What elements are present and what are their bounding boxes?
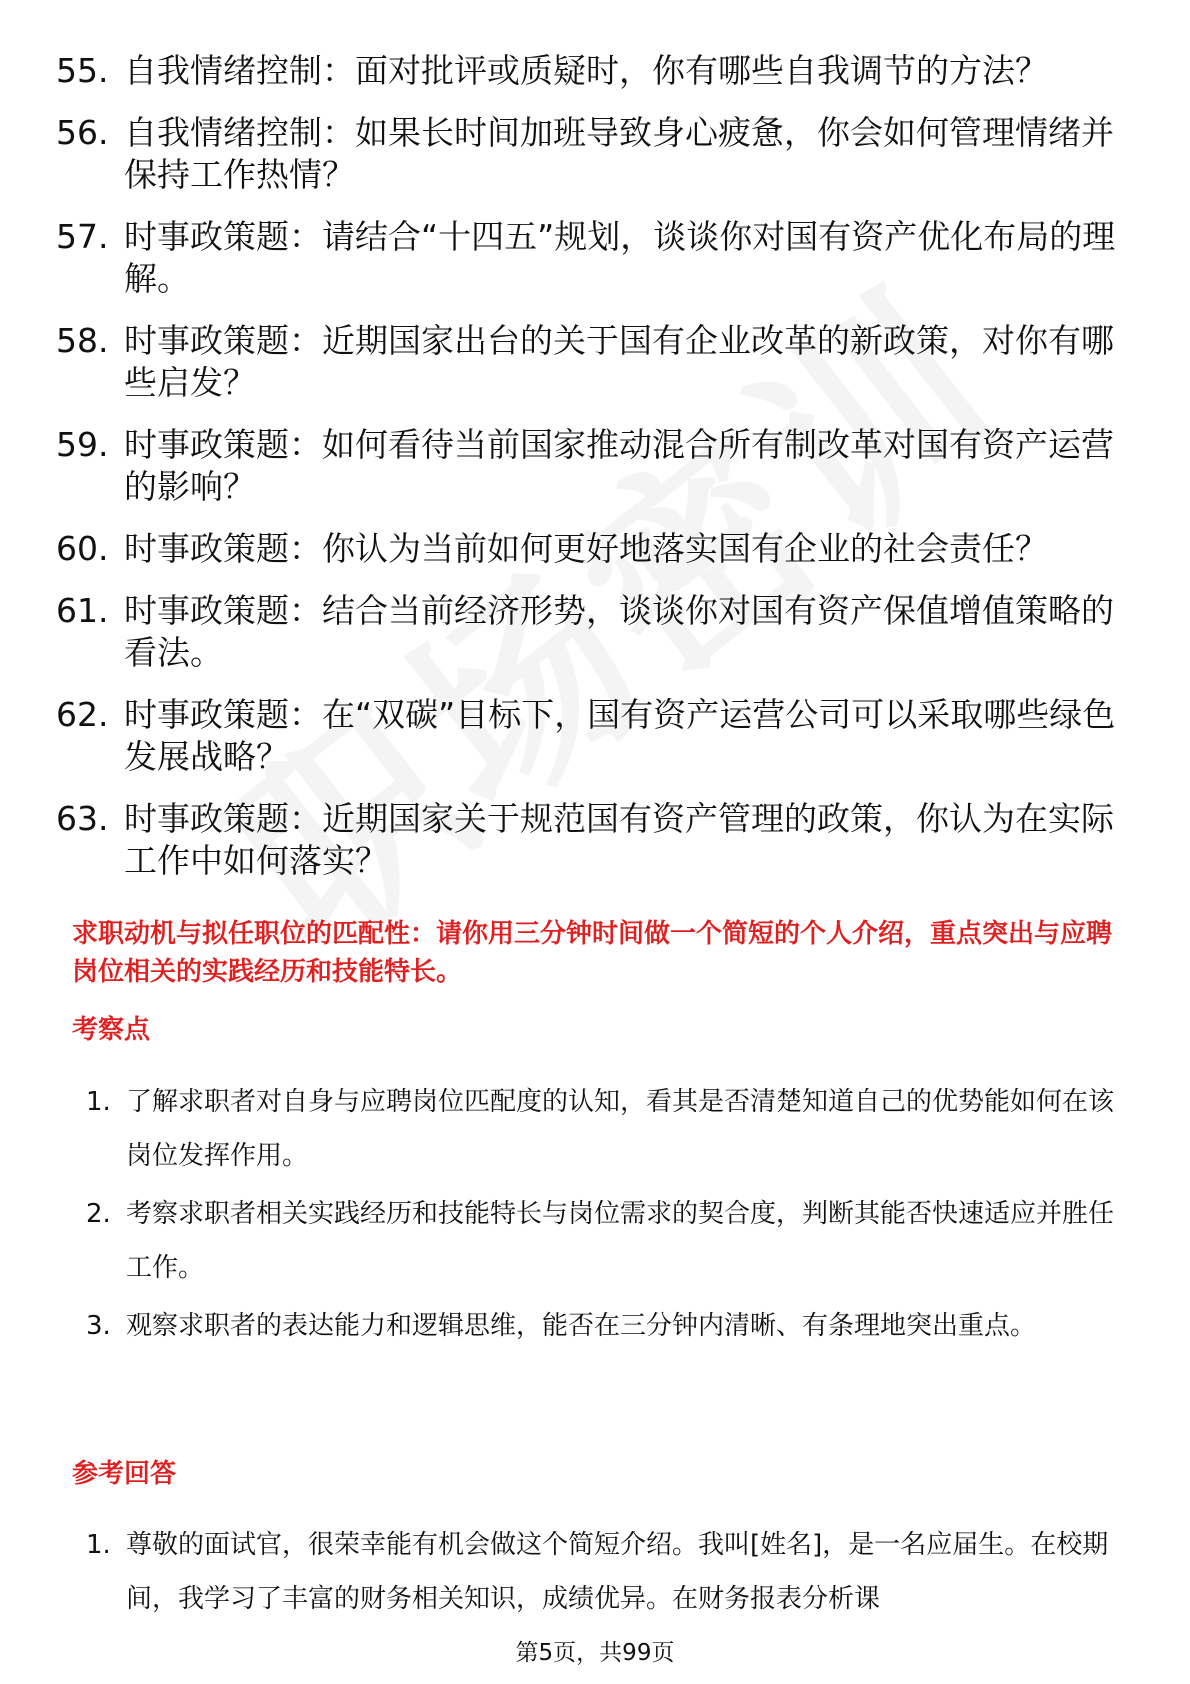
answer-point-number: 1. xyxy=(86,1530,111,1560)
question-text: 时事政策题：近期国家出台的关于国有企业改革的新政策，对你有哪些启发？ xyxy=(124,321,1114,402)
answer-heading: 参考回答 xyxy=(72,1459,177,1489)
section-question-title: 求职动机与拟任职位的匹配性：请你用三分钟时间做一个简短的个人介绍，重点突出与应聘岗位相关的实践经历和技能特长。 xyxy=(72,919,1113,987)
focus-point-number: 3. xyxy=(86,1311,111,1341)
question-number: 57. xyxy=(56,217,109,256)
focus-point xyxy=(86,1075,1126,1183)
focus-point-text: 了解求职者对自身与应聘岗位匹配度的认知，看其是否清楚知道自己的优势能如何在该岗位发挥作用。 xyxy=(126,1087,1115,1171)
focus-point-text: 考察求职者相关实践经历和技能特长与岗位需求的契合度，判断其能否快速适应并胜任工作。 xyxy=(126,1199,1115,1283)
question-item xyxy=(56,50,1136,92)
focus-point-list xyxy=(86,1075,1126,1357)
focus-point-number: 2. xyxy=(86,1199,111,1229)
question-item xyxy=(56,694,1136,778)
question-text: 时事政策题：近期国家关于规范国有资产管理的政策，你认为在实际工作中如何落实？ xyxy=(124,799,1114,880)
focus-point xyxy=(86,1299,1126,1353)
question-number: 61. xyxy=(56,591,109,630)
question-text: 时事政策题：请结合“十四五”规划，谈谈你对国有资产优化布局的理解。 xyxy=(124,217,1116,298)
question-item xyxy=(56,320,1136,404)
question-number: 59. xyxy=(56,425,109,464)
question-item xyxy=(56,590,1136,674)
question-text: 时事政策题：在“双碳”目标下，国有资产运营公司可以采取哪些绿色发展战略？ xyxy=(124,695,1116,776)
question-number: 55. xyxy=(56,51,109,90)
focus-point-number: 1. xyxy=(86,1087,111,1117)
question-item xyxy=(56,112,1136,196)
question-number: 62. xyxy=(56,695,109,734)
question-text: 时事政策题：结合当前经济形势，谈谈你对国有资产保值增值策略的看法。 xyxy=(124,591,1114,672)
page-number: 第5页，共99页 xyxy=(515,1640,675,1666)
question-number: 56. xyxy=(56,113,109,152)
question-list xyxy=(56,50,1136,902)
answer-point-text: 尊敬的面试官，很荣幸能有机会做这个简短介绍。我叫[姓名]，是一名应届生。在校期间，我学习了丰富的财务相关知识，成绩优异。在财务报表分析课 xyxy=(126,1530,1109,1614)
question-item xyxy=(56,424,1136,508)
question-number: 63. xyxy=(56,799,109,838)
focus-point-text: 观察求职者的表达能力和逻辑思维，能否在三分钟内清晰、有条理地突出重点。 xyxy=(126,1311,1037,1341)
question-item xyxy=(56,798,1136,882)
answer-point xyxy=(86,1518,1126,1626)
answer-point-list xyxy=(86,1518,1126,1630)
question-text: 时事政策题：你认为当前如何更好地落实国有企业的社会责任？ xyxy=(124,529,1048,568)
question-number: 60. xyxy=(56,529,109,568)
question-item xyxy=(56,528,1136,570)
focus-point xyxy=(86,1187,1126,1295)
question-text: 自我情绪控制：如果长时间加班导致身心疲惫，你会如何管理情绪并保持工作热情？ xyxy=(124,113,1114,194)
question-number: 58. xyxy=(56,321,109,360)
question-item xyxy=(56,216,1136,300)
focus-heading: 考察点 xyxy=(72,1015,151,1045)
question-text: 自我情绪控制：面对批评或质疑时，你有哪些自我调节的方法？ xyxy=(124,51,1048,90)
question-text: 时事政策题：如何看待当前国家推动混合所有制改革对国有资产运营的影响？ xyxy=(124,425,1114,506)
